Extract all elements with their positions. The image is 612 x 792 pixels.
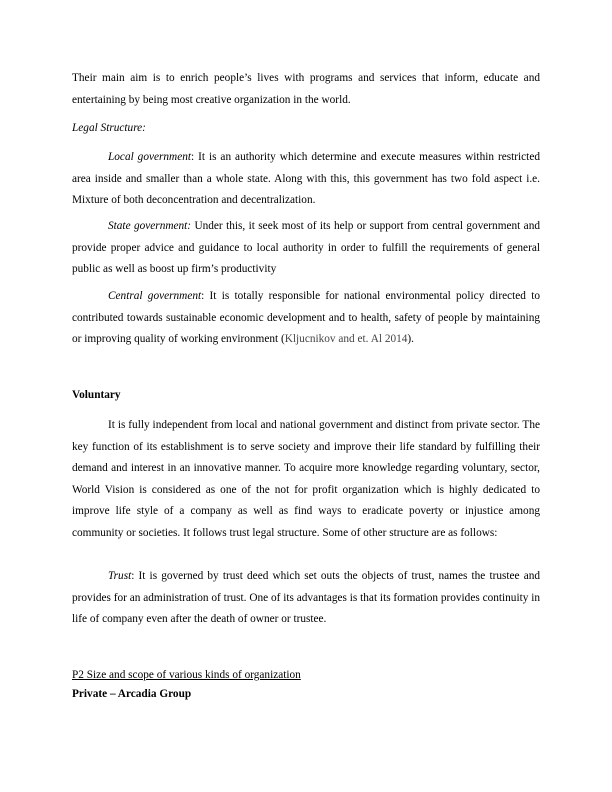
- trust-text: : It is governed by trust deed which set outs the objects of trust, names the trustee and provides for an administration of trust. One of its advantages is that its formation provides continuity in life of company even after the death of owner or trustee.: [72, 570, 540, 625]
- voluntary-heading: Voluntary: [72, 389, 121, 401]
- local-government-text: : It is an authority which determine and execute measures within restricted area inside and smaller than a whole state. Along with this, this government has two fold aspect i.e. Mixture of both deconcentration and decentralization.: [72, 151, 540, 206]
- p2-heading: P2 Size and scope of various kinds of organization: [72, 669, 301, 681]
- citation: Kljucnikov and et. Al 2014: [284, 333, 408, 345]
- state-government-term: State government:: [108, 220, 192, 232]
- intro-text: Their main aim is to enrich people’s lives with programs and services that inform, educate and entertaining by being most creative organization in the world.: [72, 72, 540, 106]
- central-government-term: Central government: [108, 290, 202, 302]
- legal-structure-heading: Legal Structure:: [72, 122, 146, 134]
- voluntary-text: It is fully independent from local and national government and distinct from private sector. The key function of its establishment is to serve society and improve their life standard by fulfilling their demand and interest in an innovative manner. To acquire more knowledge regarding voluntary, sector, World Vision is considered as one of the not for profit organization which is highly dedicated to improve life style of a company as well as find ways to eradicate poverty or injustice among community or societies. It follows trust legal structure. Some of other structure are as follows:: [72, 419, 540, 539]
- trust-paragraph: [72, 566, 540, 631]
- state-government-paragraph: [72, 216, 540, 281]
- intro-paragraph: [72, 68, 540, 111]
- citation-closing: ).: [407, 333, 415, 345]
- voluntary-paragraph: [72, 415, 540, 544]
- local-government-term: Local government: [108, 151, 192, 163]
- document-page: [72, 0, 540, 792]
- central-government-paragraph: [72, 286, 540, 351]
- local-government-paragraph: [72, 147, 540, 212]
- private-arcadia-subheading: Private – Arcadia Group: [72, 688, 192, 700]
- state-government-text: Under this, it seek most of its help or support from central government and provide proper advice and guidance to local authority in order to fulfill the requirements of general public as well as boost up firm’s productivity: [72, 220, 540, 275]
- central-government-text: : It is totally responsible for national environmental policy directed to contributed towards sustainable economic development and to health, safety of people by maintaining or improving quality of working environment (: [72, 290, 540, 345]
- trust-term: Trust: [108, 570, 132, 582]
